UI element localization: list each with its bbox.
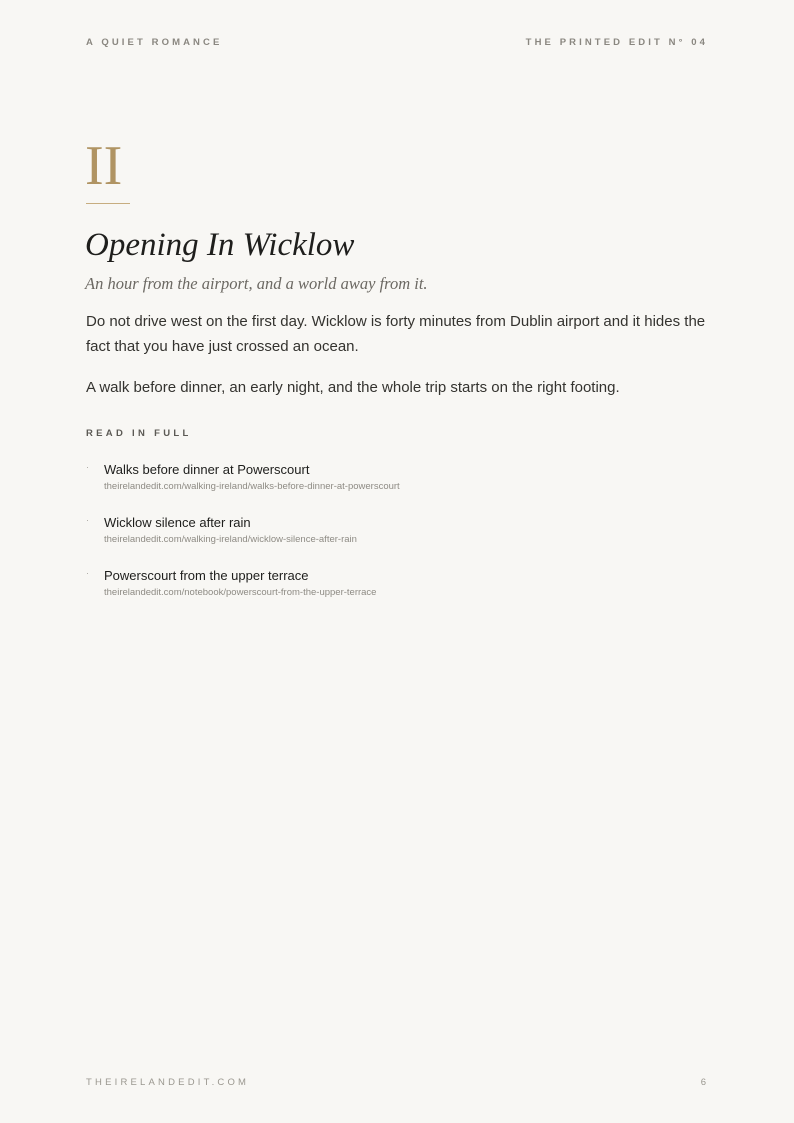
reading-list-item[interactable]: [86, 461, 400, 514]
running-header-left: A QUIET ROMANCE: [86, 37, 223, 48]
bullet-icon: ·: [86, 515, 89, 525]
chapter-subtitle: An hour from the airport, and a world away from it.: [85, 274, 428, 293]
page-number: 6: [700, 1077, 706, 1088]
bullet-icon: ·: [86, 568, 89, 578]
reading-list-item[interactable]: [86, 567, 400, 620]
read-in-full-label: READ IN FULL: [86, 428, 192, 439]
chapter-divider: [86, 203, 130, 204]
reading-list: [86, 461, 400, 620]
reading-link-title[interactable]: Walks before dinner at Powerscourt: [104, 462, 310, 477]
footer-site-link[interactable]: THEIRELANDEDIT.COM: [86, 1077, 250, 1088]
running-header-right: THE PRINTED EDIT N° 04: [525, 37, 708, 48]
reading-link-title[interactable]: Wicklow silence after rain: [104, 515, 251, 530]
reading-link-url[interactable]: theirelandedit.com/notebook/powerscourt-from-the-upper-terrace: [104, 587, 377, 598]
body-paragraph: A walk before dinner, an early night, and the whole trip starts on the right footing.: [86, 379, 620, 396]
reading-list-item[interactable]: [86, 514, 400, 567]
reading-link-url[interactable]: theirelandedit.com/walking-ireland/wicklow-silence-after-rain: [104, 534, 357, 545]
reading-link-url[interactable]: theirelandedit.com/walking-ireland/walks-before-dinner-at-powerscourt: [104, 481, 400, 492]
body-paragraph: Do not drive west on the first day. Wicklow is forty minutes from Dublin airport and it hides the fact that you have just crossed an ocean.: [86, 313, 706, 355]
chapter-title: Opening In Wicklow: [85, 227, 355, 263]
chapter-numeral: II: [85, 135, 123, 197]
reading-link-title[interactable]: Powerscourt from the upper terrace: [104, 568, 309, 583]
bullet-icon: ·: [86, 462, 89, 472]
